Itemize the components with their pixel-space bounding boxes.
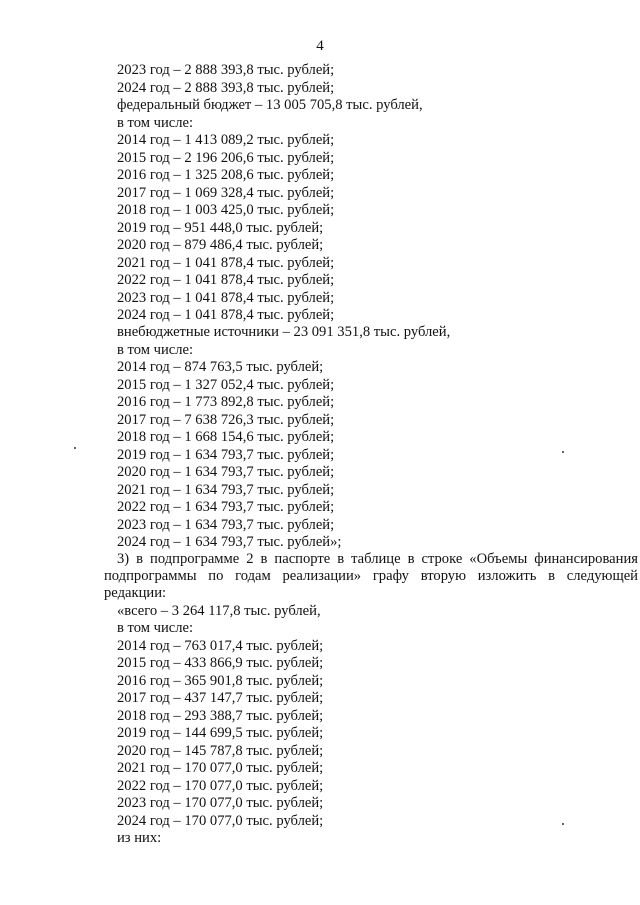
- text-line: 2023 год – 1 634 793,7 тыс. рублей;: [117, 517, 335, 533]
- text-line: 2019 год – 144 699,5 тыс. рублей;: [117, 725, 324, 741]
- paragraph-line: подпрограммы по годам реализации» графу вторую изложить в следующей: [104, 568, 638, 584]
- text-line: 2021 год – 1 634 793,7 тыс. рублей;: [117, 482, 335, 498]
- text-line: 2014 год – 1 413 089,2 тыс. рублей;: [117, 132, 335, 148]
- text-line: 2018 год – 1 668 154,6 тыс. рублей;: [117, 429, 335, 445]
- text-line: в том числе:: [117, 115, 194, 131]
- paragraph-line: редакции:: [104, 585, 167, 601]
- text-line: 2016 год – 1 773 892,8 тыс. рублей;: [117, 394, 335, 410]
- text-line: 2014 год – 763 017,4 тыс. рублей;: [117, 638, 324, 654]
- text-line: из них:: [117, 830, 162, 846]
- text-line: 2024 год – 1 041 878,4 тыс. рублей;: [117, 307, 335, 323]
- paragraph-line: 3) в подпрограмме 2 в паспорте в таблице в строке «Объемы финансирования: [117, 551, 638, 567]
- text-line: 2024 год – 1 634 793,7 тыс. рублей»;: [117, 534, 342, 550]
- text-line: 2016 год – 365 901,8 тыс. рублей;: [117, 673, 324, 689]
- text-line: 2022 год – 1 634 793,7 тыс. рублей;: [117, 499, 335, 515]
- text-line: 2019 год – 951 448,0 тыс. рублей;: [117, 220, 324, 236]
- text-line: 2023 год – 170 077,0 тыс. рублей;: [117, 795, 324, 811]
- scan-speck: [74, 447, 76, 449]
- text-line: 2015 год – 2 196 206,6 тыс. рублей;: [117, 150, 335, 166]
- text-line: 2018 год – 293 388,7 тыс. рублей;: [117, 708, 324, 724]
- text-line: внебюджетные источники – 23 091 351,8 тыс. рублей,: [117, 324, 451, 340]
- text-line: 2024 год – 2 888 393,8 тыс. рублей;: [117, 80, 335, 96]
- page-number: 4: [316, 38, 324, 54]
- scan-speck: [562, 451, 564, 453]
- text-line: 2017 год – 1 069 328,4 тыс. рублей;: [117, 185, 335, 201]
- text-line: 2016 год – 1 325 208,6 тыс. рублей;: [117, 167, 335, 183]
- text-line: 2018 год – 1 003 425,0 тыс. рублей;: [117, 202, 335, 218]
- text-line: 2022 год – 1 041 878,4 тыс. рублей;: [117, 272, 335, 288]
- text-line: 2021 год – 170 077,0 тыс. рублей;: [117, 760, 324, 776]
- scan-speck: [562, 823, 564, 825]
- text-line: федеральный бюджет – 13 005 705,8 тыс. рублей,: [117, 97, 423, 113]
- text-line: 2021 год – 1 041 878,4 тыс. рублей;: [117, 255, 335, 271]
- text-line: 2023 год – 1 041 878,4 тыс. рублей;: [117, 290, 335, 306]
- text-line: 2020 год – 145 787,8 тыс. рублей;: [117, 743, 324, 759]
- text-line: «всего – 3 264 117,8 тыс. рублей,: [117, 603, 321, 619]
- text-line: 2020 год – 1 634 793,7 тыс. рублей;: [117, 464, 335, 480]
- text-line: в том числе:: [117, 342, 194, 358]
- text-line: в том числе:: [117, 620, 194, 636]
- text-line: 2014 год – 874 763,5 тыс. рублей;: [117, 359, 324, 375]
- text-line: 2019 год – 1 634 793,7 тыс. рублей;: [117, 447, 335, 463]
- text-line: 2023 год – 2 888 393,8 тыс. рублей;: [117, 62, 335, 78]
- text-line: 2015 год – 433 866,9 тыс. рублей;: [117, 655, 324, 671]
- text-line: 2017 год – 437 147,7 тыс. рублей;: [117, 690, 324, 706]
- text-line: 2017 год – 7 638 726,3 тыс. рублей;: [117, 412, 335, 428]
- text-line: 2022 год – 170 077,0 тыс. рублей;: [117, 778, 324, 794]
- text-line: 2024 год – 170 077,0 тыс. рублей;: [117, 813, 324, 829]
- text-line: 2015 год – 1 327 052,4 тыс. рублей;: [117, 377, 335, 393]
- text-line: 2020 год – 879 486,4 тыс. рублей;: [117, 237, 324, 253]
